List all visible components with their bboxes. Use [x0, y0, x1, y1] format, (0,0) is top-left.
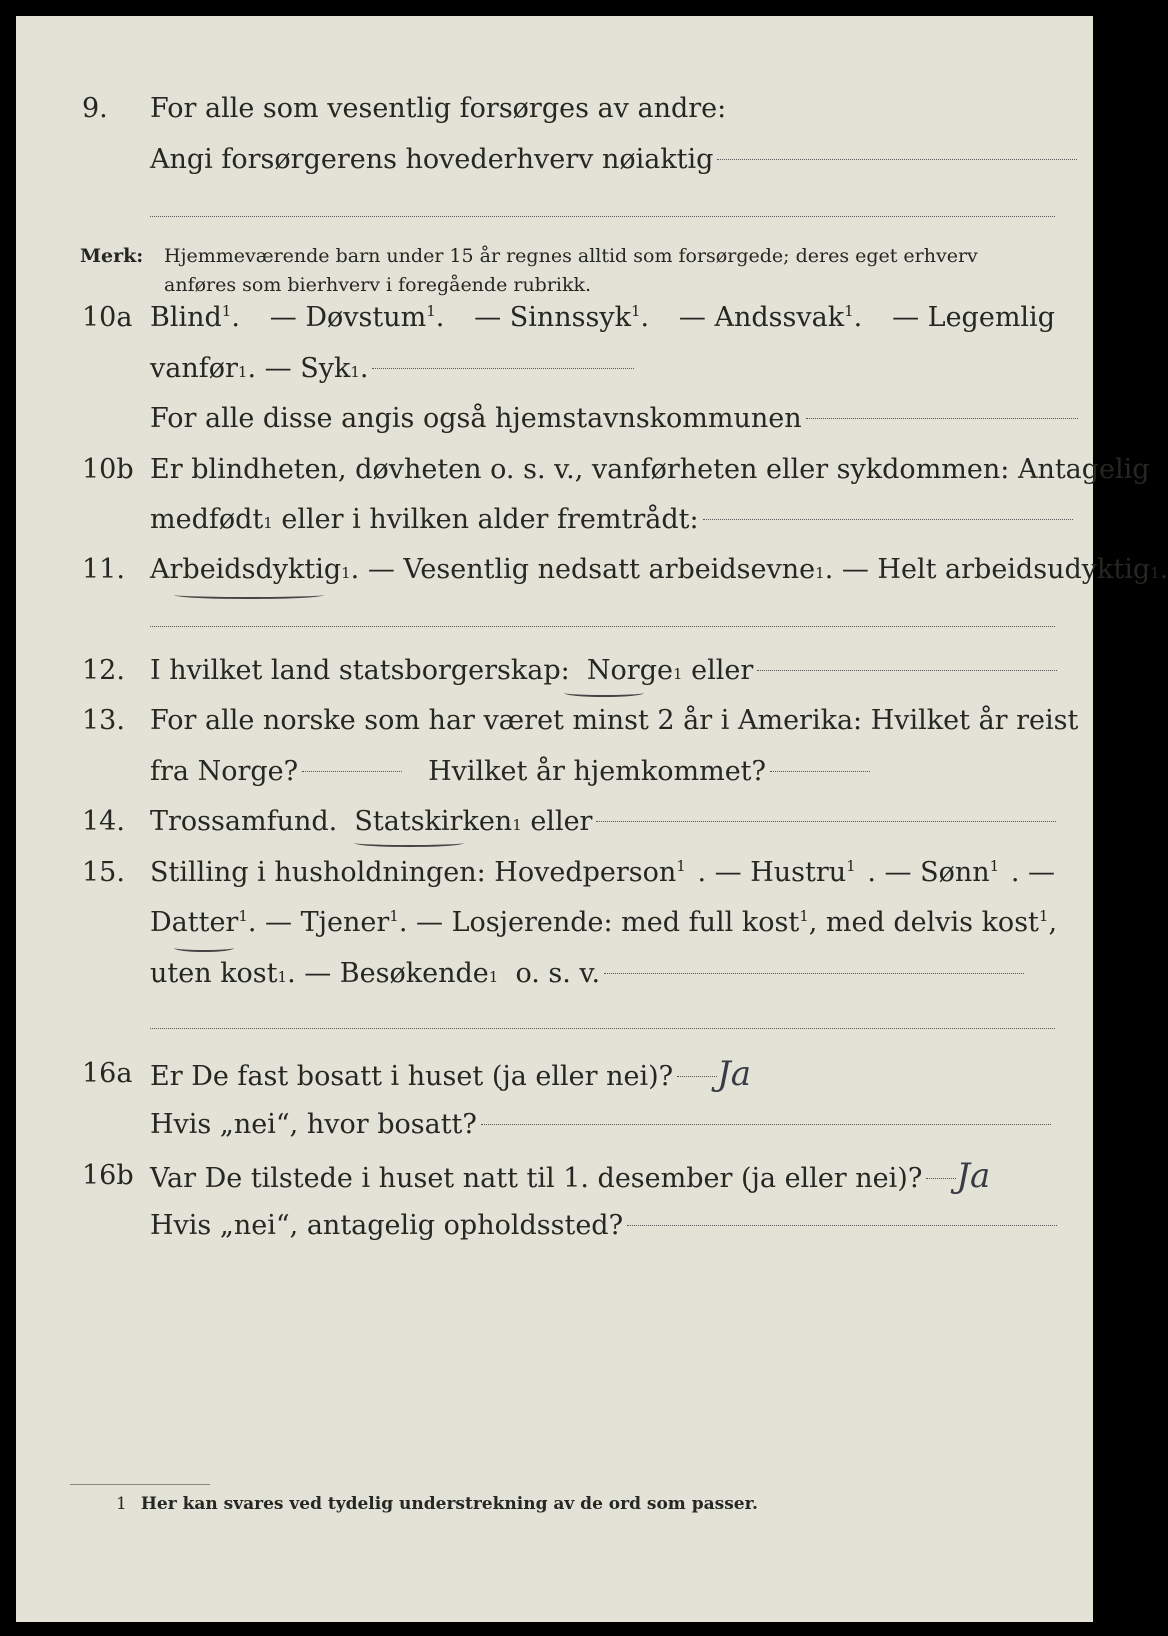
q9-blank-line[interactable]: [150, 216, 1055, 217]
onset-age-label: eller i hvilken alder fremtrådt:: [281, 504, 699, 535]
q10b-line1: [16, 448, 1150, 492]
citizenship-eller: eller: [691, 655, 754, 686]
handwritten-underline-arbeidsdyktig: [174, 591, 324, 599]
footnote-text: Her kan svares ved tydelig understrekning av de ord som passer.: [140, 1494, 758, 1514]
q13-number: 13.: [82, 705, 125, 736]
handwritten-underline-norge: [564, 689, 644, 697]
citizenship-field[interactable]: [757, 670, 1057, 671]
presence-answer[interactable]: Ja: [956, 1156, 991, 1196]
q9-line1: [16, 87, 1093, 131]
option-sinnssyk[interactable]: — Sinnssyk: [474, 302, 631, 333]
option-full-kost[interactable]: . — Losjerende: med full kost: [398, 907, 800, 938]
option-dovstum[interactable]: — Døvstum: [269, 302, 427, 333]
option-syk[interactable]: — Syk: [264, 353, 351, 384]
q14-line: 14. Trossamfund. Statskirken 1 eller: [16, 800, 1093, 844]
q9-number: 9.: [82, 93, 108, 124]
q15-line1: 15. Stilling i husholdningen: Hovedperson$^1$ . — Hustru$^1$ . — Sønn$^1$ . —: [16, 851, 1093, 895]
return-year-label: Hvilket år hjemkommet?: [428, 756, 767, 787]
q10a-line3: [16, 397, 1093, 441]
q16b-line2: [16, 1204, 1093, 1248]
q13-line1: [16, 699, 1093, 743]
q11-line: 11. Arbeidsdyktig 1 . — Vesentlig nedsatt arbeidsevne 1 . — Helt arbeidsudyktig 1 .: [16, 548, 1093, 592]
option-tjener[interactable]: . — Tjener: [247, 907, 390, 938]
religion-field[interactable]: [596, 821, 1056, 822]
presence-question: Var De tilstede i huset natt til 1. desember (ja eller nei)?: [150, 1163, 923, 1194]
religion-label: Trossamfund.: [150, 806, 338, 837]
emigration-year-label: fra Norge?: [150, 756, 299, 787]
q11-number: 11.: [82, 554, 125, 585]
return-year-field[interactable]: [770, 771, 870, 772]
option-legemlig[interactable]: — Legemlig: [892, 302, 1055, 333]
q10a-syk-field[interactable]: [372, 368, 634, 369]
option-vanfor[interactable]: vanfør: [150, 353, 238, 384]
q11-blank-line[interactable]: [150, 626, 1055, 627]
household-status-field[interactable]: [604, 973, 1024, 974]
q15-line2: Datter$^1$ . — Tjener$^1$ . — Losjerende: med full kost$^1$ , med delvis kost$^1$,: [150, 907, 1058, 938]
residence-where-field[interactable]: [481, 1124, 1051, 1125]
option-nedsatt[interactable]: . — Vesentlig nedsatt arbeidsevne: [350, 554, 816, 585]
q16a-number: 16a: [82, 1058, 133, 1089]
q10b-line2: medfødt 1 eller i hvilken alder fremtrådt:: [16, 498, 1093, 542]
q9-text: For alle som vesentlig forsørges av andre:: [150, 93, 727, 124]
q10a-line1: 10a Blind$^1$. — Døvstum$^1$. — Sinnssyk$^1$. — Andssvak$^1$. — Legemlig: [16, 296, 1093, 340]
onset-age-field[interactable]: [703, 519, 1073, 520]
citizenship-label: I hvilket land statsborgerskap:: [150, 655, 570, 686]
option-udyktig[interactable]: . — Helt arbeidsudyktig: [824, 554, 1151, 585]
residence-question: Er De fast bosatt i huset (ja eller nei)?: [150, 1061, 674, 1092]
q16b-number: 16b: [82, 1160, 134, 1191]
option-delvis-kost[interactable]: , med delvis kost: [808, 907, 1039, 938]
q16a-line1: [16, 1052, 1093, 1096]
option-blind[interactable]: Blind: [150, 302, 222, 333]
footnote: [116, 1494, 758, 1514]
note-label: Merk:: [80, 245, 144, 267]
home-municipality-field[interactable]: [806, 418, 1078, 419]
option-uten-kost[interactable]: uten kost: [150, 958, 278, 989]
q16b-line1: [16, 1154, 1093, 1198]
q13-line2: [16, 750, 1093, 794]
footnote-rule: [70, 1484, 210, 1485]
option-hustru[interactable]: . — Hustru: [697, 857, 847, 888]
q15-blank-line[interactable]: [150, 1028, 1055, 1029]
q12-number: 12.: [82, 655, 125, 686]
option-norge[interactable]: Norge: [586, 655, 673, 686]
footnote-mark: 1: [116, 1494, 127, 1514]
option-medfodt[interactable]: medfødt: [150, 504, 264, 535]
q15-number: 15.: [82, 857, 125, 888]
stay-place-label: Hvis „nei“, antagelig opholdssted?: [150, 1210, 624, 1241]
option-besokende[interactable]: . — Besøkende: [287, 958, 489, 989]
home-municipality-label: For alle disse angis også hjemstavnskommunen: [150, 403, 802, 434]
option-datter[interactable]: Datter: [150, 907, 239, 938]
q15-line3: uten kost 1 . — Besøkende 1 o. s. v.: [16, 952, 1093, 996]
q12-line: 12. I hvilket land statsborgerskap: Norge 1 eller: [16, 649, 1093, 693]
option-hovedperson[interactable]: Stilling i husholdningen: Hovedperson: [150, 857, 677, 888]
q9-occupation-label: Angi forsørgerens hovederhverv nøiaktig: [150, 144, 714, 175]
q10a-line2: vanfør 1 . — Syk 1 .: [16, 347, 1093, 391]
emigration-year-field[interactable]: [302, 771, 402, 772]
q13-text: For alle norske som har været minst 2 år i Amerika: Hvilket år reist: [150, 705, 1079, 736]
note-line2: anføres som bierhverv i foregående rubrikk.: [164, 274, 592, 296]
q9-line2: [16, 138, 1093, 182]
note-line1: Hjemmeværende barn under 15 år regnes alltid som forsørgede; deres eget erhverv: [164, 245, 978, 267]
q10b-number: 10b: [82, 454, 134, 485]
residence-where-label: Hvis „nei“, hvor bosatt?: [150, 1109, 477, 1140]
q9-occupation-field[interactable]: [717, 159, 1077, 160]
handwritten-underline-statskirken: [354, 839, 464, 847]
q10a-number: 10a: [82, 302, 133, 333]
option-sonn[interactable]: . — Sønn: [867, 857, 990, 888]
option-statskirken[interactable]: Statskirken: [354, 806, 513, 837]
q10b-text: Er blindheten, døvheten o. s. v., vanførheten eller sykdommen: Antagelig: [150, 454, 1150, 485]
q14-number: 14.: [82, 806, 125, 837]
census-form-page: [16, 16, 1168, 1622]
handwritten-underline-datter: [174, 944, 234, 952]
religion-eller: eller: [530, 806, 593, 837]
option-arbeidsdyktig[interactable]: Arbeidsdyktig: [150, 554, 342, 585]
stay-place-field[interactable]: [627, 1225, 1057, 1226]
residence-answer[interactable]: Ja: [717, 1054, 752, 1094]
q16a-line2: [16, 1103, 1093, 1147]
option-andssvak[interactable]: — Andssvak: [678, 302, 845, 333]
